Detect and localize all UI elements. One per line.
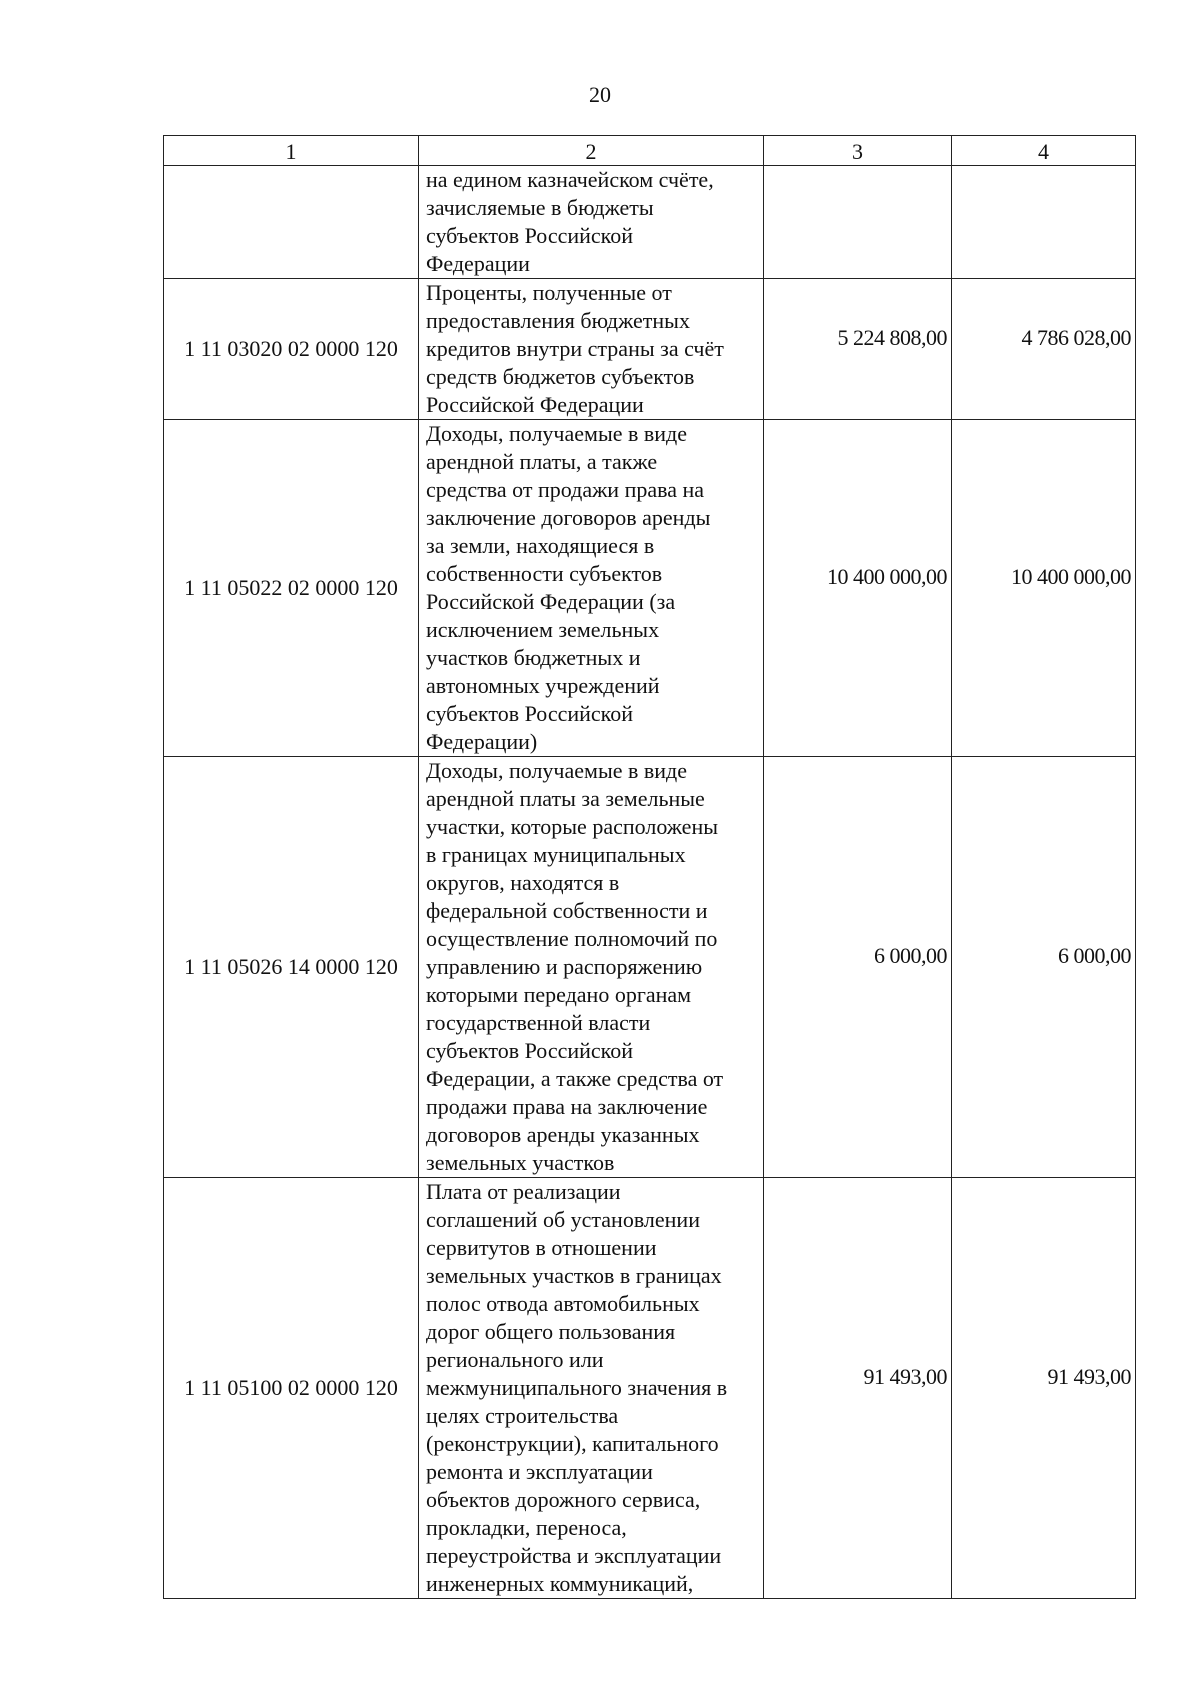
amount-col4-cell <box>952 420 1136 757</box>
amount-col3: 6 000,00 <box>874 943 947 968</box>
description-line: средств бюджетов субъектов <box>426 364 695 389</box>
description-line: Федерации <box>426 251 530 276</box>
description-line: ремонта и эксплуатации <box>426 1459 653 1484</box>
amount-col4: 91 493,00 <box>1047 1364 1131 1389</box>
description-line: за земли, находящиеся в <box>426 533 655 558</box>
description-line: осуществление полномочий по <box>426 926 718 951</box>
description-line: арендной платы, а также <box>426 449 658 474</box>
description-line: Доходы, получаемые в виде <box>426 421 687 446</box>
table-row <box>164 279 1136 420</box>
table-header-row <box>164 136 1136 166</box>
description-line: Плата от реализации <box>426 1179 621 1204</box>
description-line: на едином казначейском счёте, <box>426 167 714 192</box>
budget-code-cell: 1 11 03020 02 0000 120 <box>164 279 419 420</box>
description-cell <box>419 279 764 420</box>
description-line: Российской Федерации <box>426 392 644 417</box>
description-line: кредитов внутри страны за счёт <box>426 336 724 361</box>
description-line: переустройства и эксплуатации <box>426 1543 722 1568</box>
amount-col3-cell <box>764 1178 952 1599</box>
description-line: инженерных коммуникаций, <box>426 1571 694 1596</box>
amount-col3-cell <box>764 420 952 757</box>
description-line: зачисляемые в бюджеты <box>426 195 654 220</box>
description-line: автономных учреждений <box>426 673 660 698</box>
description-line: арендной платы за земельные <box>426 786 705 811</box>
description-cell <box>419 420 764 757</box>
description-line: округов, находятся в <box>426 870 620 895</box>
description-line: регионального или <box>426 1347 604 1372</box>
description-text <box>426 420 759 756</box>
description-line: участки, которые расположены <box>426 814 718 839</box>
description-line: Федерации, а также средства от <box>426 1066 724 1091</box>
description-line: в границах муниципальных <box>426 842 686 867</box>
description-line: Российской Федерации (за <box>426 589 676 614</box>
table-row <box>164 420 1136 757</box>
description-line: полос отвода автомобильных <box>426 1291 700 1316</box>
description-line: соглашений об установлении <box>426 1207 700 1232</box>
description-line: дорог общего пользования <box>426 1319 676 1344</box>
description-line: целях строительства <box>426 1403 619 1428</box>
description-line: участков бюджетных и <box>426 645 641 670</box>
description-line: Проценты, полученные от <box>426 280 672 305</box>
amount-col3: 91 493,00 <box>863 1364 947 1389</box>
description-line: субъектов Российской <box>426 701 634 726</box>
amount-col3: 5 224 808,00 <box>837 325 947 350</box>
description-line: которыми передано органам <box>426 982 692 1007</box>
column-header-3: 3 <box>764 136 952 166</box>
page-number: 20 <box>589 82 611 107</box>
description-line: договоров аренды указанных <box>426 1122 700 1147</box>
description-text <box>426 1178 759 1598</box>
description-cell <box>419 757 764 1178</box>
description-line: исключением земельных <box>426 617 660 642</box>
description-line: продажи права на заключение <box>426 1094 708 1119</box>
description-line: федеральной собственности и <box>426 898 708 923</box>
description-line: субъектов Российской <box>426 223 634 248</box>
amount-col3-cell <box>764 166 952 279</box>
amount-col4-cell <box>952 166 1136 279</box>
amount-col4-cell <box>952 757 1136 1178</box>
description-text <box>426 279 759 419</box>
description-line: предоставления бюджетных <box>426 308 690 333</box>
column-header-2: 2 <box>419 136 764 166</box>
description-line: прокладки, переноса, <box>426 1515 627 1540</box>
budget-code-cell <box>164 166 419 279</box>
description-line: сервитутов в отношении <box>426 1235 657 1260</box>
column-header-1: 1 <box>164 136 419 166</box>
description-line: земельных участков в границах <box>426 1263 722 1288</box>
amount-col4: 4 786 028,00 <box>1021 325 1131 350</box>
description-line: заключение договоров аренды <box>426 505 711 530</box>
description-line: управлению и распоряжению <box>426 954 703 979</box>
table-row <box>164 1178 1136 1599</box>
budget-code-cell: 1 11 05100 02 0000 120 <box>164 1178 419 1599</box>
description-line: объектов дорожного сервиса, <box>426 1487 701 1512</box>
budget-code-cell: 1 11 05026 14 0000 120 <box>164 757 419 1178</box>
table-row <box>164 757 1136 1178</box>
description-cell <box>419 1178 764 1599</box>
amount-col3-cell <box>764 757 952 1178</box>
revenue-table <box>163 135 1136 1599</box>
amount-col4-cell <box>952 279 1136 420</box>
description-line: (реконструкции), капитального <box>426 1431 719 1456</box>
description-line: средства от продажи права на <box>426 477 705 502</box>
budget-code-cell: 1 11 05022 02 0000 120 <box>164 420 419 757</box>
amount-col4: 10 400 000,00 <box>1011 564 1131 589</box>
description-line: собственности субъектов <box>426 561 663 586</box>
amount-col4: 6 000,00 <box>1058 943 1131 968</box>
description-cell <box>419 166 764 279</box>
description-line: субъектов Российской <box>426 1038 634 1063</box>
column-header-4: 4 <box>952 136 1136 166</box>
description-text <box>426 166 759 278</box>
amount-col3: 10 400 000,00 <box>827 564 947 589</box>
amount-col3-cell <box>764 279 952 420</box>
description-line: Федерации) <box>426 729 538 754</box>
description-line: государственной власти <box>426 1010 651 1035</box>
description-line: земельных участков <box>426 1150 615 1175</box>
description-line: межмуниципального значения в <box>426 1375 728 1400</box>
description-text <box>426 757 759 1177</box>
description-line: Доходы, получаемые в виде <box>426 758 687 783</box>
table-row <box>164 166 1136 279</box>
amount-col4-cell <box>952 1178 1136 1599</box>
